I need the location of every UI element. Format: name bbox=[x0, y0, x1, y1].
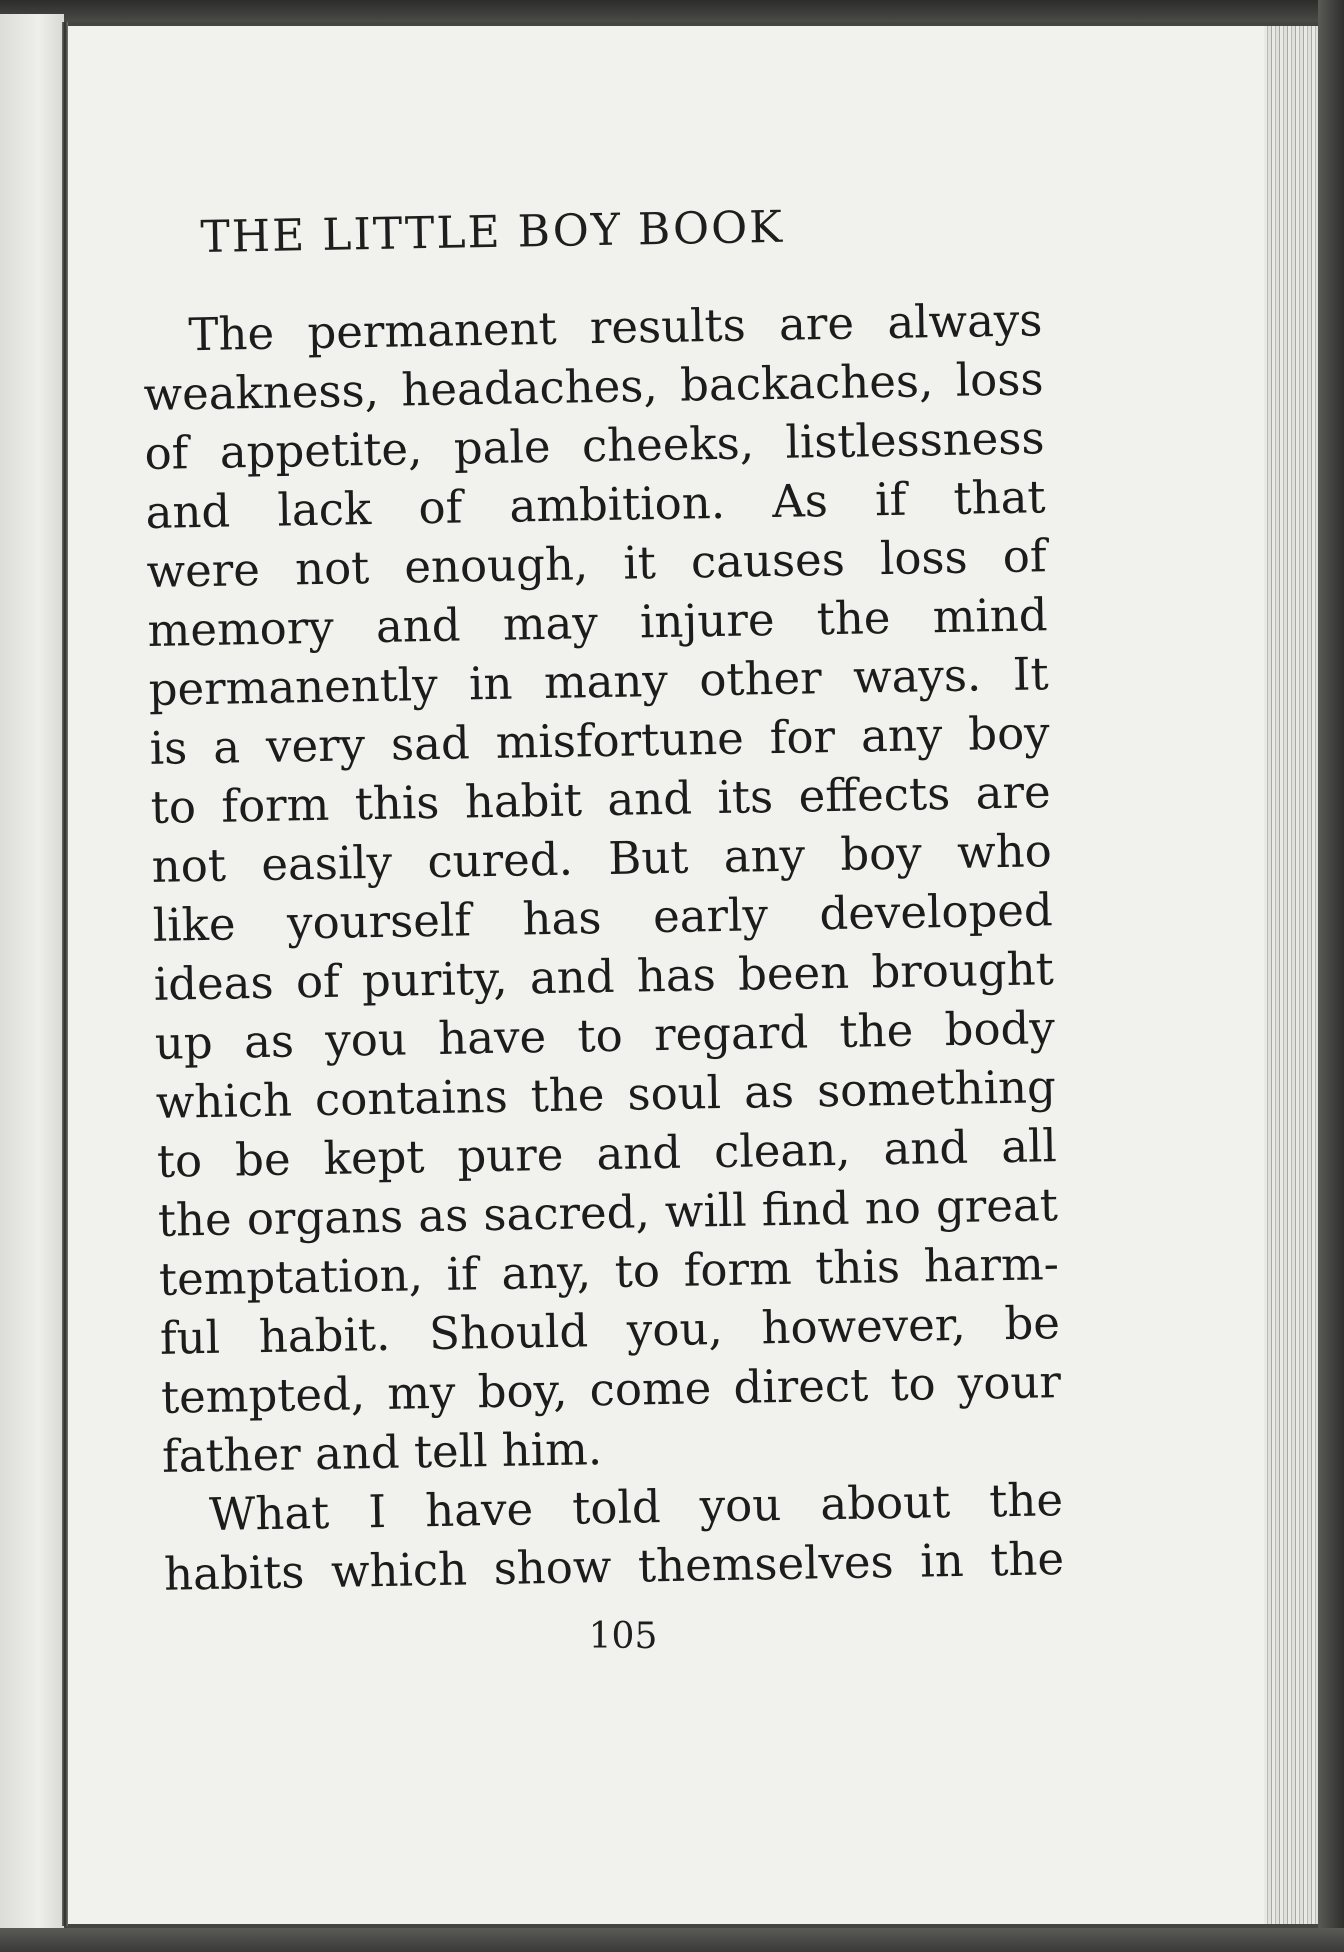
cover-edge-shadow bbox=[1318, 0, 1344, 1952]
text-line: which contains the soul as something bbox=[155, 1060, 1057, 1129]
text-line: ful habit. Should you, however, be bbox=[159, 1296, 1061, 1365]
text-line: to form this habit and its effects are bbox=[150, 765, 1052, 834]
facing-page-edge bbox=[0, 14, 64, 1928]
text-line: tempted, my boy, come direct to your bbox=[160, 1355, 1062, 1424]
text-line: weakness, headaches, backaches, loss bbox=[143, 352, 1044, 421]
text-line: the organs as sacred, will find no great bbox=[157, 1178, 1059, 1247]
scanner-bottom-edge bbox=[0, 1928, 1344, 1952]
page-stack-edges bbox=[1264, 26, 1326, 1924]
text-line: permanently in many other ways. It bbox=[148, 647, 1050, 716]
scanner-top-edge bbox=[0, 0, 1344, 22]
text-line: to be kept pure and clean, and all bbox=[156, 1119, 1058, 1188]
body-text bbox=[142, 290, 1065, 1604]
text-line: father and tell him. bbox=[161, 1422, 603, 1483]
running-head: THE LITTLE BOY BOOK bbox=[200, 201, 785, 263]
text-line: ideas of purity, and has been brought bbox=[153, 942, 1055, 1011]
text-line: memory and may injure the mind bbox=[147, 588, 1048, 657]
text-line: like yourself has early developed bbox=[152, 883, 1054, 952]
page-number: 105 bbox=[588, 1616, 658, 1657]
text-line: and lack of ambition. As if that bbox=[145, 470, 1046, 539]
text-line: of appetite, pale cheeks, listlessness bbox=[144, 411, 1045, 480]
text-line: The permanent results are always bbox=[188, 293, 1043, 362]
text-line: habits which show themselves in the bbox=[163, 1532, 1065, 1601]
text-line: What I have told you about the bbox=[208, 1473, 1064, 1542]
text-line: up as you have to regard the body bbox=[154, 1001, 1056, 1070]
text-line: were not enough, it causes loss of bbox=[146, 529, 1047, 598]
text-line: is a very sad misfortune for any boy bbox=[149, 706, 1051, 775]
text-line: not easily cured. But any boy who bbox=[151, 824, 1053, 893]
text-line: temptation, if any, to form this harm- bbox=[158, 1237, 1060, 1306]
